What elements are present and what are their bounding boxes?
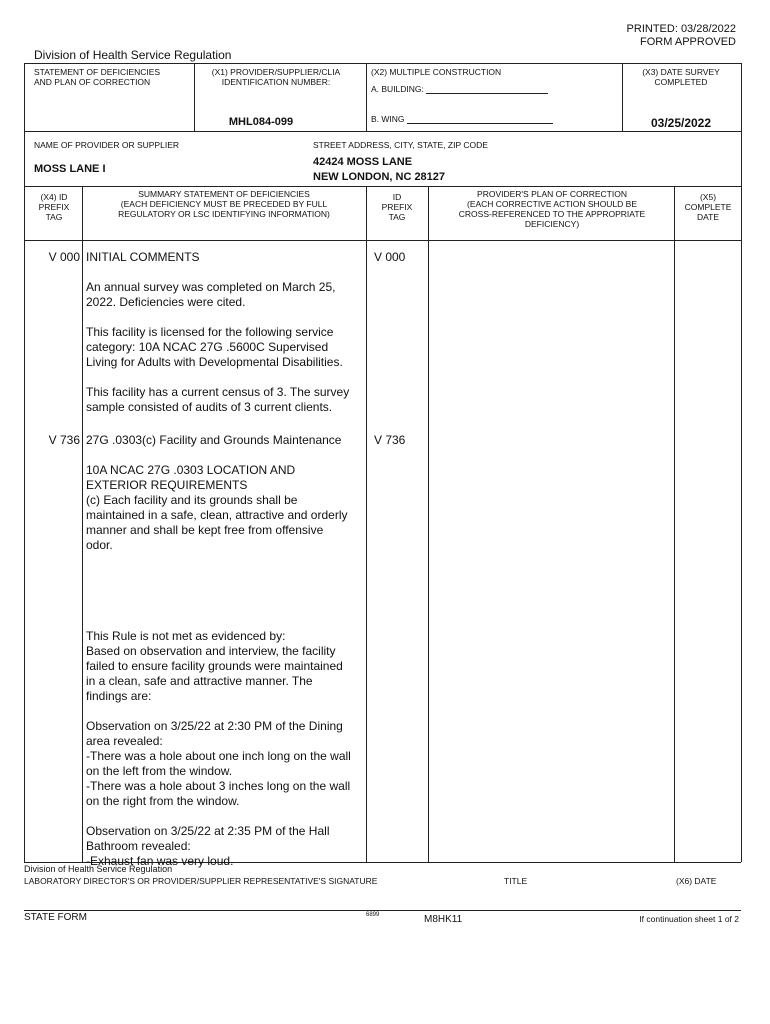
date-label: (X6) DATE [676, 876, 717, 886]
footer-line [24, 910, 741, 911]
column-divider [428, 186, 429, 862]
deficiency-paragraph: Observation on 3/25/22 at 2:30 PM of the Dining area revealed: -There was a hole about one inch long on the wall on the left from the window. -There was a hole about 3 inches long on the wall on the right from the window. [86, 719, 351, 808]
row-id-tag: V 736 [374, 433, 406, 447]
divider [24, 240, 741, 241]
provider-name-label: NAME OF PROVIDER OR SUPPLIER [34, 140, 179, 150]
row-id-tag: V 000 [374, 250, 406, 264]
x1-label: (X1) PROVIDER/SUPPLIER/CLIA IDENTIFICATION NUMBER: [211, 67, 341, 87]
form-number: 6899 [366, 912, 380, 918]
x2-wing [371, 114, 553, 124]
col-id-header: ID PREFIX TAG [381, 192, 413, 222]
form-code: M8HK11 [424, 914, 463, 925]
frame-left [24, 63, 25, 862]
deficiency-paragraph: This facility has a current census of 3. The survey sample consisted of audits of 3 current clients. [86, 385, 350, 414]
deficiency-heading: 27G .0303(c) Facility and Grounds Maintenance [86, 433, 342, 447]
divider [24, 131, 741, 132]
divider [366, 63, 367, 131]
column-divider [82, 186, 83, 862]
divider [24, 186, 741, 187]
wing-blank [407, 123, 553, 124]
deficiency-paragraph: This facility is licensed for the following service category: 10A NCAC 27G .5600C Supervised Living for Adults with Developmental Disabilities. [86, 325, 343, 369]
row-tag: V 000 [48, 250, 80, 264]
address-label: STREET ADDRESS, CITY, STATE, ZIP CODE [313, 140, 488, 150]
col-x5-header: (X5) COMPLETE DATE [684, 192, 732, 222]
divider [622, 63, 623, 131]
statement-label: STATEMENT OF DEFICIENCIES AND PLAN OF CORRECTION [34, 67, 161, 87]
print-info [627, 23, 736, 49]
x1-value: MHL084-099 [228, 116, 294, 128]
printed-date: PRINTED: 03/28/2022 [626, 23, 736, 35]
divider [194, 63, 195, 131]
continuation-note: If continuation sheet 1 of 2 [639, 914, 739, 924]
col-summary-header: SUMMARY STATEMENT OF DEFICIENCIES (EACH DEFICIENCY MUST BE PRECEDED BY FULL REGULATORY OR LSC IDENTIFYING INFORMATION) [118, 189, 330, 219]
x2-building [371, 84, 548, 94]
frame-right [741, 63, 742, 862]
x2-building-label: A. BUILDING: [371, 84, 424, 94]
col-plan-header: PROVIDER'S PLAN OF CORRECTION (EACH CORRECTIVE ACTION SHOULD BE CROSS-REFERENCED TO THE APPROPRIATE DEFICIENCY) [458, 189, 646, 229]
x2-wing-label: B. WING [371, 114, 405, 124]
deficiency-text [86, 433, 366, 884]
column-divider [366, 186, 367, 862]
x2-label: (X2) MULTIPLE CONSTRUCTION [371, 67, 502, 77]
provider-name: MOSS LANE I [34, 163, 106, 175]
column-divider [674, 186, 675, 862]
deficiency-paragraph: 10A NCAC 27G .0303 LOCATION AND EXTERIOR REQUIREMENTS (c) Each facility and its grounds shall be maintained in a safe, clean, attractive and orderly manner and shall be kept free from offensive odor. [86, 463, 348, 552]
row-tag: V 736 [48, 433, 80, 447]
frame-top [24, 63, 741, 64]
state-form: STATE FORM [24, 912, 87, 923]
address-line2: NEW LONDON, NC 28127 [313, 171, 446, 183]
deficiency-paragraph: This Rule is not met as evidenced by: Based on observation and interview, the facility failed to ensure facility grounds were maintained in a clean, safe and attractive manner. The findings are: [86, 629, 343, 703]
deficiency-paragraph: Observation on 3/25/22 at 2:35 PM of the Hall Bathroom revealed: -Exhaust fan was very loud. [86, 824, 330, 868]
agency-title: Division of Health Service Regulation [34, 48, 232, 62]
x3-label: (X3) DATE SURVEY COMPLETED [642, 67, 720, 87]
signature-label: LABORATORY DIRECTOR'S OR PROVIDER/SUPPLIER REPRESENTATIVE'S SIGNATURE [24, 876, 378, 886]
deficiency-text [86, 250, 366, 430]
address-line1: 42424 MOSS LANE [313, 156, 413, 168]
deficiency-heading: INITIAL COMMENTS [86, 250, 200, 264]
footer-division: Division of Health Service Regulation [24, 864, 173, 874]
form-approved: FORM APPROVED [640, 36, 736, 48]
x3-value: 03/25/2022 [650, 116, 712, 130]
col-x4-header: (X4) ID PREFIX TAG [38, 192, 70, 222]
deficiency-paragraph: An annual survey was completed on March 25, 2022. Deficiencies were cited. [86, 280, 336, 309]
title-label: TITLE [504, 876, 528, 886]
building-blank [426, 93, 548, 94]
